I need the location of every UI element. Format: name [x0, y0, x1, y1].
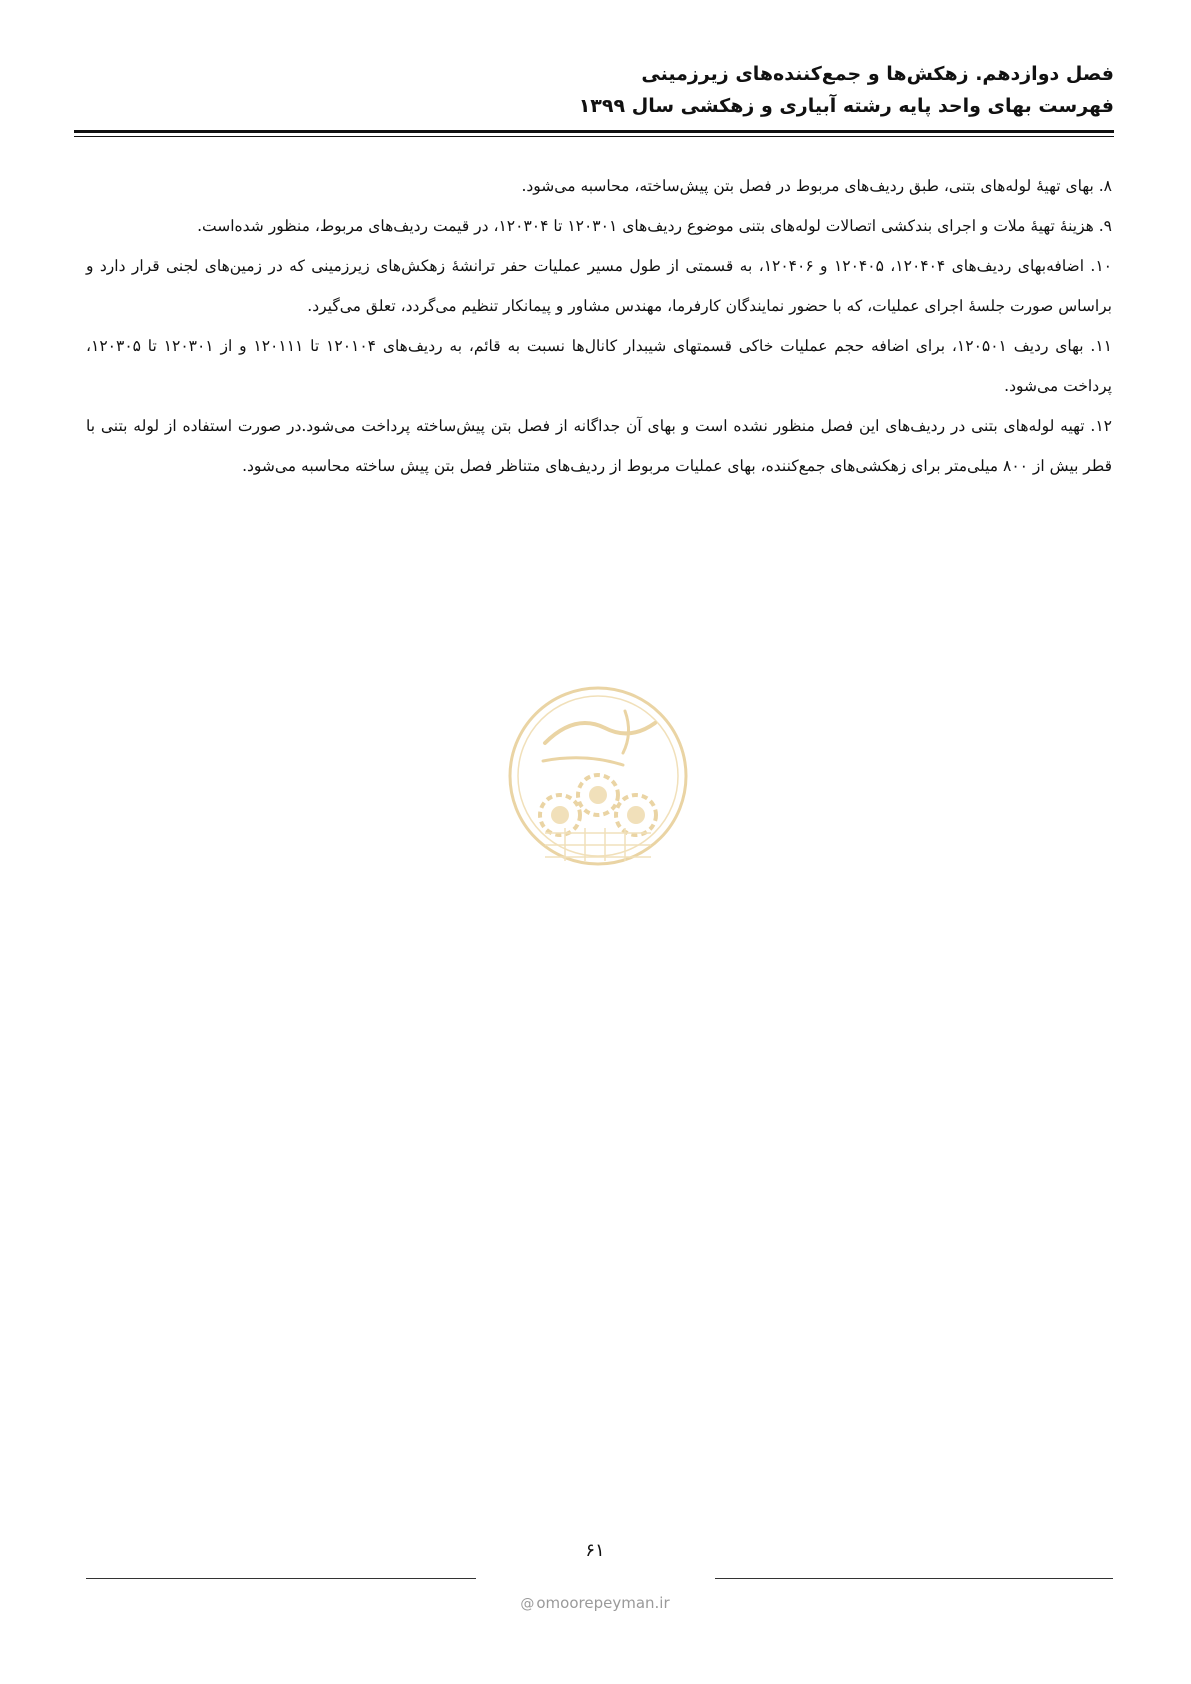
paragraph-10: ۱۰. اضافه‌بهای ردیف‌های ۱۲۰۴۰۴، ۱۲۰۴۰۵ و ۱۲۰۴۰۶، به قسمتی از طول مسیر عملیات حفر ترانشهٔ زهکش‌های زیرزمینی که در زمین‌های لجنی قرار دارد و براساس صورت جلسهٔ اجرای عملیات، که با حضور نمایندگان کارفرما، مهندس مشاور و پیمانکار تنظیم می‌گردد، تعلق می‌گیرد. — [86, 257, 1113, 315]
header-rule-thin — [74, 136, 1114, 137]
footer-rule-right — [715, 1578, 1113, 1579]
body-text — [86, 166, 1112, 486]
site-label — [480, 1594, 710, 1612]
chapter-title: فصل دوازدهم. زهکش‌ها و جمع‌کننده‌های زیرزمینی — [641, 63, 1114, 85]
paragraph-9: ۹. هزینهٔ تهیهٔ ملات و اجرای بندکشی اتصالات لوله‌های بتنی موضوع ردیف‌های ۱۲۰۳۰۱ تا ۱۲۰۳۰۴، در قیمت ردیف‌های مربوط، منظور شده‌است. — [197, 217, 1112, 235]
header-rule-thick — [74, 130, 1114, 133]
at-icon: @ — [520, 1596, 535, 1612]
paragraph-8: ۸. بهای تهیهٔ لوله‌های بتنی، طبق ردیف‌های مربوط در فصل بتن پیش‌ساخته، محاسبه می‌شود. — [521, 177, 1112, 195]
watermark-logo — [505, 683, 691, 869]
site-url: omoorepeyman.ir — [536, 1594, 670, 1612]
page-header — [74, 58, 1114, 122]
book-title: فهرست بهای واحد پایه رشته آبیاری و زهکشی سال ۱۳۹۹ — [578, 95, 1114, 117]
page-number: ۶۱ — [585, 1540, 605, 1561]
footer-rule-left — [86, 1578, 476, 1579]
paragraph-12: ۱۲. تهیه لوله‌های بتنی در ردیف‌های این فصل منظور نشده است و بهای آن جداگانه از فصل بتن پیش‌ساخته پرداخت می‌شود.در صورت استفاده از لوله بتنی با قطر بیش از ۸۰۰ میلی‌متر برای زهکشی‌های جمع‌کننده، بهای عملیات مربوط از ردیف‌های متناظر فصل بتن پیش ساخته محاسبه می‌شود. — [86, 417, 1112, 475]
watermark-seal-icon — [505, 683, 691, 869]
paragraph-11: ۱۱. بهای ردیف ۱۲۰۵۰۱، برای اضافه حجم عملیات خاکی قسمتهای شیبدار کانال‌ها نسبت به قائم، به ردیف‌های ۱۲۰۱۰۴ تا ۱۲۰۱۱۱ و از ۱۲۰۳۰۱ تا ۱۲۰۳۰۵، پرداخت می‌شود. — [86, 337, 1113, 395]
